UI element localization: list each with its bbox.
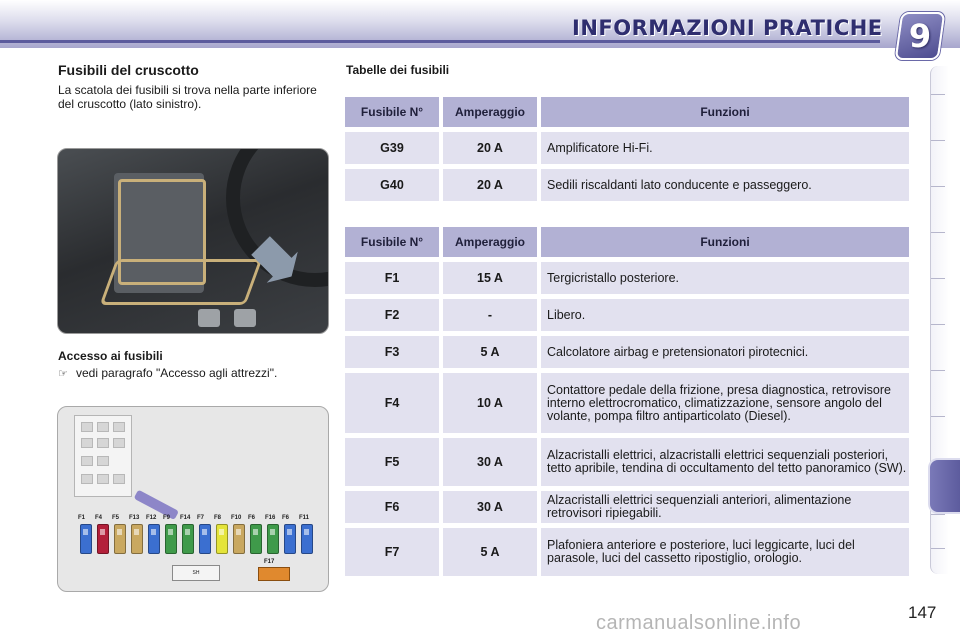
fuse-label: F16 — [265, 515, 276, 521]
fusebox-cover-outline — [100, 259, 263, 305]
function-cell: Libero. — [541, 299, 909, 331]
fuse-f17 — [258, 567, 290, 581]
fuse-label: F13 — [129, 515, 140, 521]
section-title: INFORMAZIONI PRATICHE — [572, 16, 883, 40]
fuse-label: F10 — [231, 515, 242, 521]
fuse-label-f17: F17 — [264, 559, 275, 565]
active-chapter-tab[interactable] — [928, 458, 960, 514]
fuse-label: F4 — [95, 515, 103, 521]
amperage-cell: 20 A — [443, 169, 541, 201]
fuse-blade — [199, 524, 211, 554]
fuse-blade — [97, 524, 109, 554]
fuse-blade — [148, 524, 160, 554]
fuse-blade — [216, 524, 228, 554]
function-cell: Contattore pedale della frizione, presa diagnostica, retrovisore interno elettrocromatico, climatizzazione, sensore angolo del volante, pompa filtro antiparticolato (Diesel). — [541, 373, 909, 433]
fuse-number-cell: F2 — [345, 299, 443, 331]
fusebox-overview — [74, 415, 132, 497]
header-functions: Funzioni — [541, 227, 909, 257]
fuse-blade — [284, 524, 296, 554]
fuse-label: F14 — [180, 515, 191, 521]
function-cell: Sedili riscaldanti lato conducente e passeggero. — [541, 169, 909, 201]
amperage-cell: 5 A — [443, 336, 541, 368]
table-row — [345, 262, 909, 294]
chapter-number: 9 — [908, 17, 932, 55]
pedal-shape — [234, 309, 256, 327]
pointer-icon: ☞ — [58, 368, 68, 380]
amperage-cell: 30 A — [443, 491, 541, 523]
fuse-number-cell: F3 — [345, 336, 443, 368]
fuse-table-1 — [345, 92, 909, 206]
function-cell: Alzacristalli elettrici sequenziali anteriori, alimentazione retrovisori ripiegabili. — [541, 491, 909, 523]
fuse-number-cell: G39 — [345, 132, 443, 164]
fuse-number-cell: F1 — [345, 262, 443, 294]
fuse-section-title: Fusibili del cruscotto — [58, 62, 199, 78]
fuse-blade — [131, 524, 143, 554]
fuse-section-body: La scatola dei fusibili si trova nella parte inferiore del cruscotto (lato sinistro). — [58, 83, 317, 111]
fuse-number-cell: F7 — [345, 528, 443, 576]
fuse-number-cell: F5 — [345, 438, 443, 486]
header-amp: Amperaggio — [443, 97, 541, 127]
header-fuse: Fusibile N° — [345, 97, 443, 127]
dashboard-fusebox-photo — [57, 148, 329, 334]
fuse-label: F6 — [248, 515, 256, 521]
pedal-shape — [198, 309, 220, 327]
table-row — [345, 299, 909, 331]
amperage-cell: 5 A — [443, 528, 541, 576]
fuse-label: F9 — [163, 515, 171, 521]
table-row — [345, 373, 909, 433]
fuse-label: F6 — [282, 515, 290, 521]
access-item — [58, 366, 277, 380]
table-row — [345, 169, 909, 201]
watermark: carmanualsonline.info — [596, 612, 802, 634]
header-fuse: Fusibile N° — [345, 227, 443, 257]
header-amp: Amperaggio — [443, 227, 541, 257]
tables-title: Tabelle dei fusibili — [346, 63, 450, 77]
access-title: Accesso ai fusibili — [58, 349, 163, 363]
fuse-blade — [250, 524, 262, 554]
amperage-cell: 15 A — [443, 262, 541, 294]
table-row — [345, 438, 909, 486]
table-row — [345, 132, 909, 164]
fuse-number-cell: G40 — [345, 169, 443, 201]
table-row — [345, 336, 909, 368]
fuse-label: F8 — [214, 515, 222, 521]
header-rule — [0, 40, 880, 43]
function-cell: Amplificatore Hi-Fi. — [541, 132, 909, 164]
fuse-label: F7 — [197, 515, 205, 521]
table-row — [345, 491, 909, 523]
page-number: 147 — [908, 603, 937, 622]
fuse-blade — [80, 524, 92, 554]
amperage-cell: 20 A — [443, 132, 541, 164]
fuse-number-cell: F4 — [345, 373, 443, 433]
fuse-number-cell: F6 — [345, 491, 443, 523]
table-header-row — [345, 227, 909, 257]
page-header — [0, 0, 960, 55]
function-cell: Calcolatore airbag e pretensionatori pirotecnici. — [541, 336, 909, 368]
fuse-blade — [114, 524, 126, 554]
amperage-cell: 30 A — [443, 438, 541, 486]
fuse-label: F12 — [146, 515, 157, 521]
fuse-blade — [165, 524, 177, 554]
fuse-blade — [233, 524, 245, 554]
function-cell: Tergicristallo posteriore. — [541, 262, 909, 294]
access-text: vedi paragrafo "Accesso agli attrezzi". — [76, 366, 278, 380]
table-row — [345, 528, 909, 576]
fuse-label: F5 — [112, 515, 120, 521]
chapter-badge — [895, 12, 946, 60]
fuse-blade — [301, 524, 313, 554]
amperage-cell: 10 A — [443, 373, 541, 433]
fuse-table-2 — [345, 222, 909, 581]
header-functions: Funzioni — [541, 97, 909, 127]
fuse-label: F11 — [299, 515, 310, 521]
function-cell: Plafoniera anteriore e posteriore, luci leggicarte, luci del parasole, luci del cassetto ripostiglio, orologio. — [541, 528, 909, 576]
fuse-blade — [267, 524, 279, 554]
fuse-label: F1 — [78, 515, 86, 521]
amperage-cell: - — [443, 299, 541, 331]
function-cell: Alzacristalli elettrici, alzacristalli elettrici sequenziali posteriori, tetto apribile, tendina di occultamento del tetto panoramico (SW). — [541, 438, 909, 486]
table-header-row — [345, 97, 909, 127]
fuse-blade — [182, 524, 194, 554]
fusebox-diagram — [57, 406, 329, 592]
spare-slot: SH — [172, 565, 220, 581]
